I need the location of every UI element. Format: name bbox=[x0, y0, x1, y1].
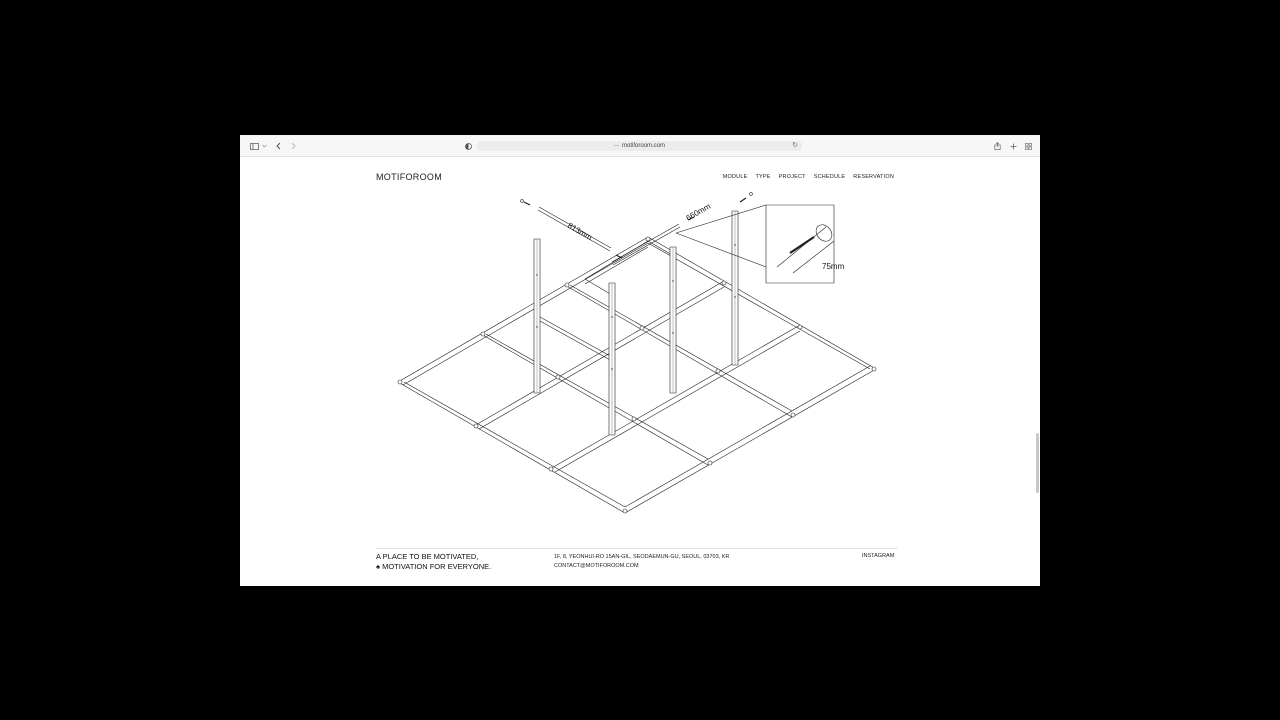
contact-email-link[interactable]: CONTACT@MOTIFOROOM.COM bbox=[554, 563, 639, 569]
dimension-label-660: 660mm bbox=[684, 201, 713, 223]
main-nav bbox=[723, 174, 894, 180]
chevron-left-icon[interactable] bbox=[274, 140, 282, 152]
grid-icon[interactable] bbox=[1024, 140, 1032, 152]
module-assembly-drawing bbox=[240, 157, 1040, 586]
upper-frame bbox=[540, 241, 674, 361]
footer-address bbox=[554, 553, 729, 571]
footer-tagline bbox=[376, 552, 491, 572]
share-icon[interactable] bbox=[993, 140, 1001, 152]
flame-icon: ♠ bbox=[376, 562, 380, 571]
tagline-line-1: A PLACE TO BE MOTIVATED, bbox=[376, 552, 479, 561]
browser-window bbox=[240, 135, 1040, 586]
web-page bbox=[240, 157, 1040, 586]
scrollbar[interactable] bbox=[1036, 433, 1039, 493]
nav-item-project[interactable]: PROJECT bbox=[778, 174, 806, 180]
plus-icon[interactable] bbox=[1009, 140, 1017, 152]
site-logo[interactable]: MOTIFOROOM bbox=[376, 172, 442, 182]
dimension-label-75: 75mm bbox=[822, 262, 845, 271]
address-bar[interactable] bbox=[477, 141, 802, 151]
sidebar-icon[interactable] bbox=[249, 140, 259, 152]
chevron-right-icon[interactable] bbox=[289, 140, 297, 152]
chevron-down-icon[interactable] bbox=[261, 140, 267, 152]
dimension-label-813: 813mm bbox=[566, 220, 594, 243]
nav-item-reservation[interactable]: RESERVATION bbox=[853, 174, 894, 180]
instagram-link[interactable]: INSTAGRAM bbox=[862, 553, 895, 559]
lock-icon: — bbox=[613, 143, 619, 149]
nav-item-module[interactable]: MODULE bbox=[722, 174, 748, 180]
url-text: motiforoom.com bbox=[621, 143, 665, 149]
detail-callout bbox=[676, 205, 835, 283]
nav-item-schedule[interactable]: SCHEDULE bbox=[813, 174, 846, 180]
exploded-rods bbox=[521, 193, 753, 265]
address-text: 1F, 8, YEONHUI-RO 15AN-GIL, SEODAEMUN-GU, SEOUL, 03703, KR bbox=[554, 554, 730, 560]
browser-toolbar bbox=[240, 135, 1040, 157]
tagline-line-2: ♠ MOTIVATION FOR EVERYONE. bbox=[376, 562, 492, 571]
nav-item-type[interactable]: TYPE bbox=[755, 174, 771, 180]
shield-icon[interactable] bbox=[464, 140, 472, 152]
footer-divider bbox=[376, 548, 898, 549]
reload-icon[interactable]: ↻ bbox=[792, 142, 798, 149]
